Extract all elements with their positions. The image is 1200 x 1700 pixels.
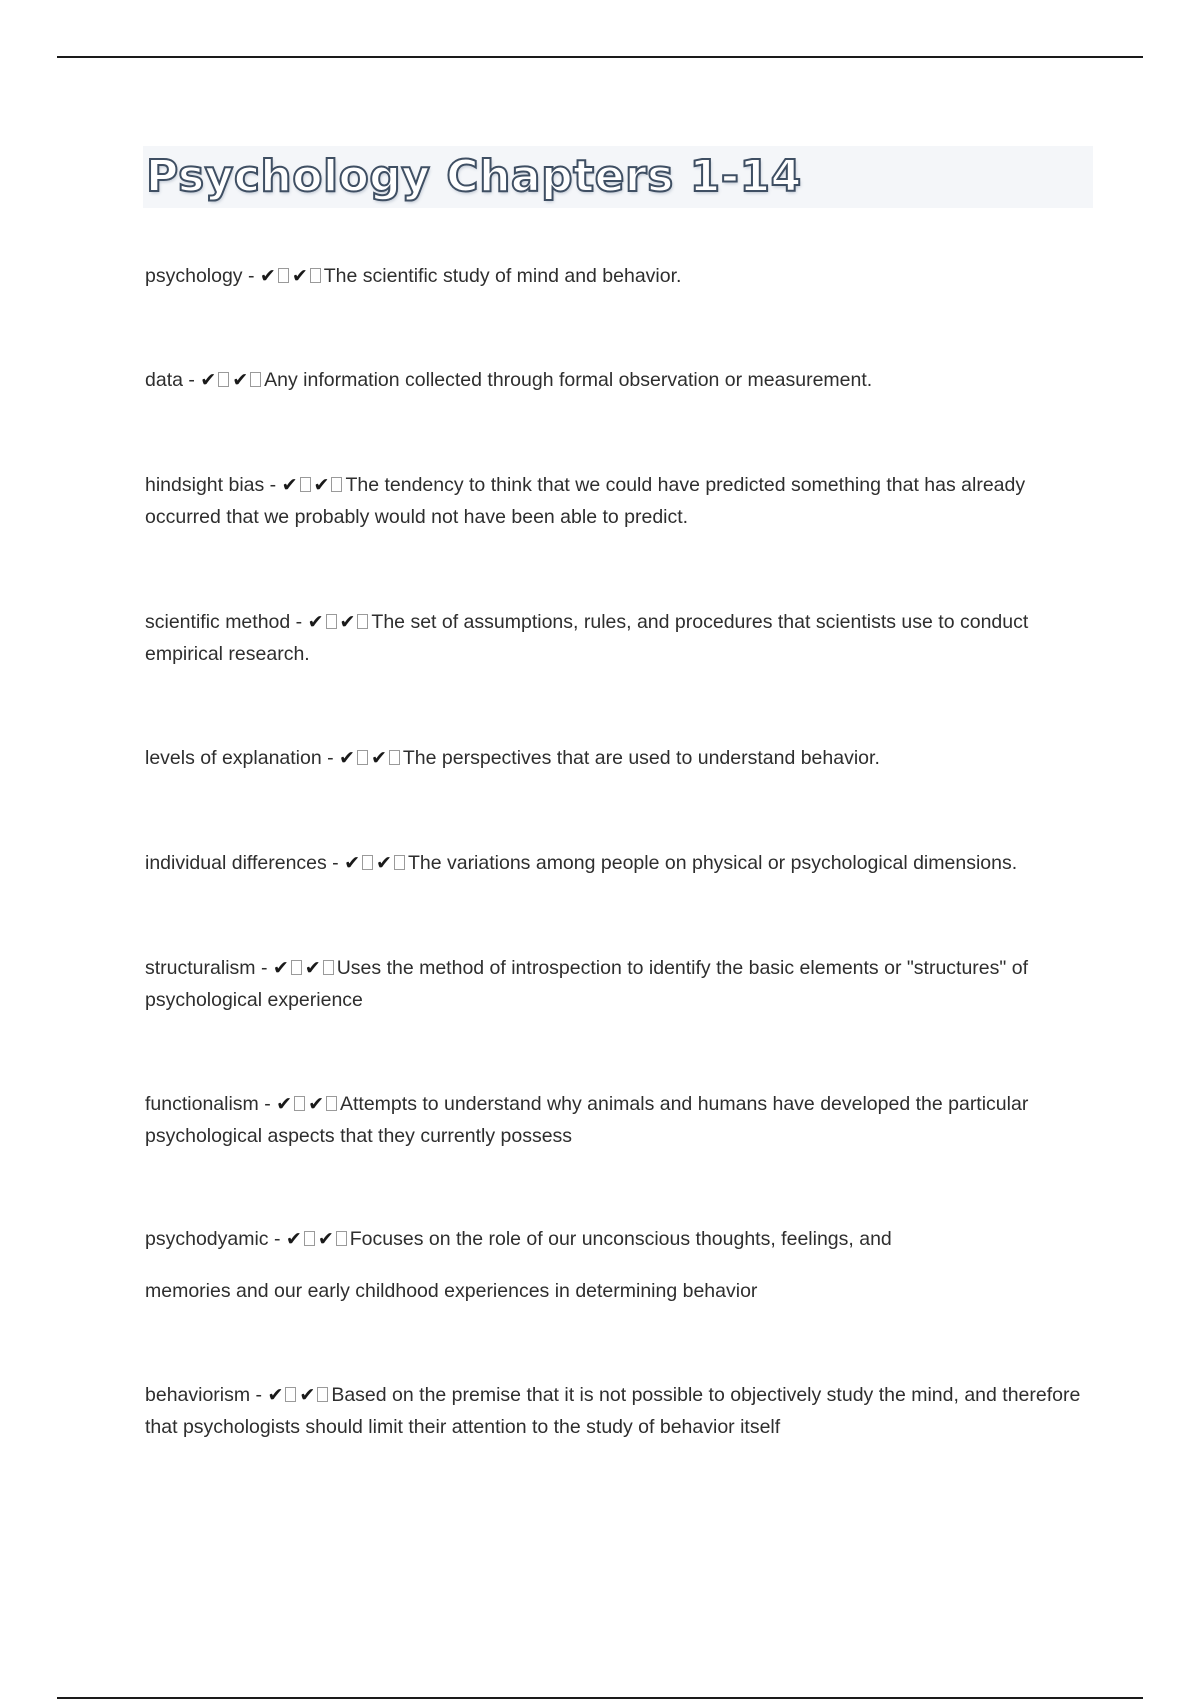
glossary-entry — [145, 1223, 1085, 1255]
check-icon: ✔ — [291, 265, 308, 287]
entry-separator: - — [182, 369, 201, 391]
check-icon: ✔ — [339, 747, 355, 769]
missing-glyph-box-icon — [357, 614, 368, 629]
check-icon: ✔ — [299, 1384, 316, 1406]
entry-term: hindsight bias — [145, 474, 265, 496]
entry-term: psychodyamic — [145, 1228, 269, 1250]
entry-term: scientific method — [145, 611, 291, 633]
footer-rule — [57, 1697, 1143, 1699]
missing-glyph-box-icon — [294, 1096, 305, 1111]
entry-term: individual differences — [145, 852, 327, 874]
missing-glyph-box-icon — [362, 855, 373, 870]
glossary-entry — [145, 1379, 1085, 1443]
page-title: Psychology Chapters 1-14 — [146, 151, 802, 202]
missing-glyph-box-icon — [300, 477, 311, 492]
missing-glyph-box-icon — [218, 372, 229, 387]
entry-separator: - — [250, 1384, 268, 1406]
missing-glyph-box-icon — [278, 268, 289, 283]
missing-glyph-box-icon — [304, 1231, 315, 1246]
entry-definition: Based on the premise that it is not possible to objectively study the mind, and therefore that psychologists should limit their attention to the study of behavior itself — [145, 1384, 1081, 1438]
glossary-entry — [145, 606, 1085, 670]
missing-glyph-box-icon — [285, 1387, 296, 1402]
check-icon: ✔ — [313, 474, 330, 496]
entry-separator: - — [321, 747, 340, 769]
entry-separator: - — [258, 1093, 277, 1115]
missing-glyph-box-icon — [331, 477, 342, 492]
missing-glyph-box-icon — [291, 960, 302, 975]
entry-definition: The perspectives that are used to understand behavior. — [402, 747, 880, 769]
glossary-entry — [145, 364, 1085, 396]
missing-glyph-box-icon — [310, 268, 321, 283]
entry-definition: Attempts to understand why animals and humans have developed the particular psychological aspects that they currently possess — [145, 1093, 1029, 1147]
glossary-entry — [145, 469, 1085, 533]
check-icon: ✔ — [200, 369, 217, 391]
check-icon: ✔ — [307, 611, 324, 633]
entry-definition: The set of assumptions, rules, and procedures that scientists use to conduct empirical research. — [145, 611, 1029, 665]
glossary-entry — [145, 847, 1085, 879]
glossary-entry — [145, 260, 1085, 292]
glossary-entry — [145, 1088, 1085, 1152]
glossary-entry — [145, 952, 1085, 1016]
entry-definition: The tendency to think that we could have predicted something that has already occurred that we probably would not have been able to predict. — [145, 474, 1026, 528]
entry-definition-continued: memories and our early childhood experiences in determining behavior — [145, 1280, 758, 1302]
entry-definition: Uses the method of introspection to identify the basic elements or "structures" of psychological experience — [145, 957, 1028, 1011]
check-icon: ✔ — [317, 1228, 334, 1250]
entry-separator: - — [290, 611, 308, 633]
entry-separator: - — [268, 1228, 286, 1250]
missing-glyph-box-icon — [326, 1096, 337, 1111]
entry-definition: Any information collected through formal observation or measurement. — [264, 369, 873, 391]
check-icon: ✔ — [232, 369, 249, 391]
check-icon: ✔ — [285, 1228, 302, 1250]
missing-glyph-box-icon — [326, 614, 337, 629]
missing-glyph-box-icon — [323, 960, 334, 975]
missing-glyph-box-icon — [389, 750, 400, 765]
missing-glyph-box-icon — [336, 1231, 347, 1246]
header-rule — [57, 56, 1143, 58]
missing-glyph-box-icon — [394, 855, 405, 870]
check-icon: ✔ — [259, 265, 276, 287]
entry-separator: - — [242, 265, 260, 287]
entry-separator: - — [326, 852, 345, 874]
glossary-entry — [145, 742, 1085, 774]
missing-glyph-box-icon — [357, 750, 368, 765]
entry-definition: The variations among people on physical or psychological dimensions. — [407, 852, 1018, 874]
check-icon: ✔ — [304, 957, 321, 979]
entry-term: structuralism — [145, 957, 256, 979]
check-icon: ✔ — [267, 1384, 284, 1406]
entry-term: behaviorism — [145, 1384, 251, 1406]
check-icon: ✔ — [339, 611, 356, 633]
entry-separator: - — [264, 474, 282, 496]
entry-term: functionalism — [145, 1093, 259, 1115]
glossary-entry-continuation — [145, 1275, 1085, 1307]
check-icon: ✔ — [308, 1093, 324, 1115]
entry-term: data — [145, 369, 183, 391]
check-icon: ✔ — [281, 474, 298, 496]
entry-definition: The scientific study of mind and behavior. — [323, 265, 682, 287]
check-icon: ✔ — [344, 852, 361, 874]
check-icon: ✔ — [272, 957, 289, 979]
entry-term: psychology — [145, 265, 243, 287]
check-icon: ✔ — [376, 852, 392, 874]
check-icon: ✔ — [276, 1093, 293, 1115]
entry-definition: Focuses on the role of our unconscious thoughts, feelings, and — [349, 1228, 892, 1250]
missing-glyph-box-icon — [250, 372, 261, 387]
check-icon: ✔ — [370, 747, 387, 769]
missing-glyph-box-icon — [317, 1387, 328, 1402]
entry-separator: - — [255, 957, 273, 979]
entry-term: levels of explanation — [145, 747, 322, 769]
